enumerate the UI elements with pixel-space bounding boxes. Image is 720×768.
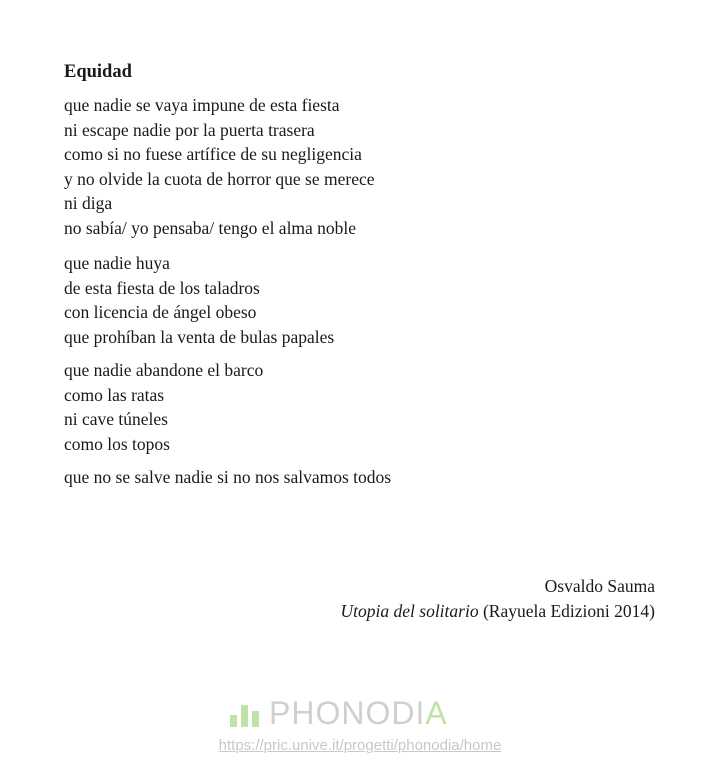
logo-wordmark [269,695,448,731]
poem-line: que nadie huya [64,253,170,273]
poem-line: como los topos [64,433,170,454]
poem-line: con licencia de ángel obeso [64,302,257,322]
logo-text-accent: A [425,695,448,731]
logo-bar [241,705,248,727]
source-citation [341,599,655,624]
author-name: Osvaldo Sauma [544,576,655,596]
logo-text-main: PHONODI [269,695,426,731]
publisher-info: (Rayuela Edizioni 2014) [482,601,655,621]
stanza-3 [64,358,263,456]
poem-line: que nadie se vaya impune de esta fiesta [64,95,340,115]
logo-bar [252,711,259,727]
stanza-4 [64,465,391,490]
poem-line: que nadie abandone el barco [64,360,264,380]
poem-line: que no se salve nadie si no nos salvamos todos [64,467,392,487]
poem-line: no sabía/ yo pensaba/ tengo el alma noble [64,217,357,238]
poem-line: de esta fiesta de los taladros [64,277,260,298]
logo-bar [230,715,237,727]
poem-line: y no olvide la cuota de horror que se merece [64,168,375,189]
poem-line: como si no fuese artífice de su negligencia [64,144,362,164]
poem-line: ni diga [64,193,113,213]
bar-chart-icon [230,697,259,727]
book-title: Utopia del solitario [340,601,479,621]
poem-line: que prohíban la venta de bulas papales [64,326,335,347]
stanza-2 [64,251,334,349]
poem-line: ni escape nadie por la puerta trasera [64,119,315,140]
project-link[interactable]: https://pric.unive.it/progetti/phonodia/home [218,737,502,754]
poem-line: como las ratas [64,384,165,405]
poem-title: Equidad [64,62,132,82]
stanza-1 [64,93,375,240]
attribution [341,574,655,624]
poem-line: ni cave túneles [64,409,168,429]
phonodia-logo [230,695,448,731]
